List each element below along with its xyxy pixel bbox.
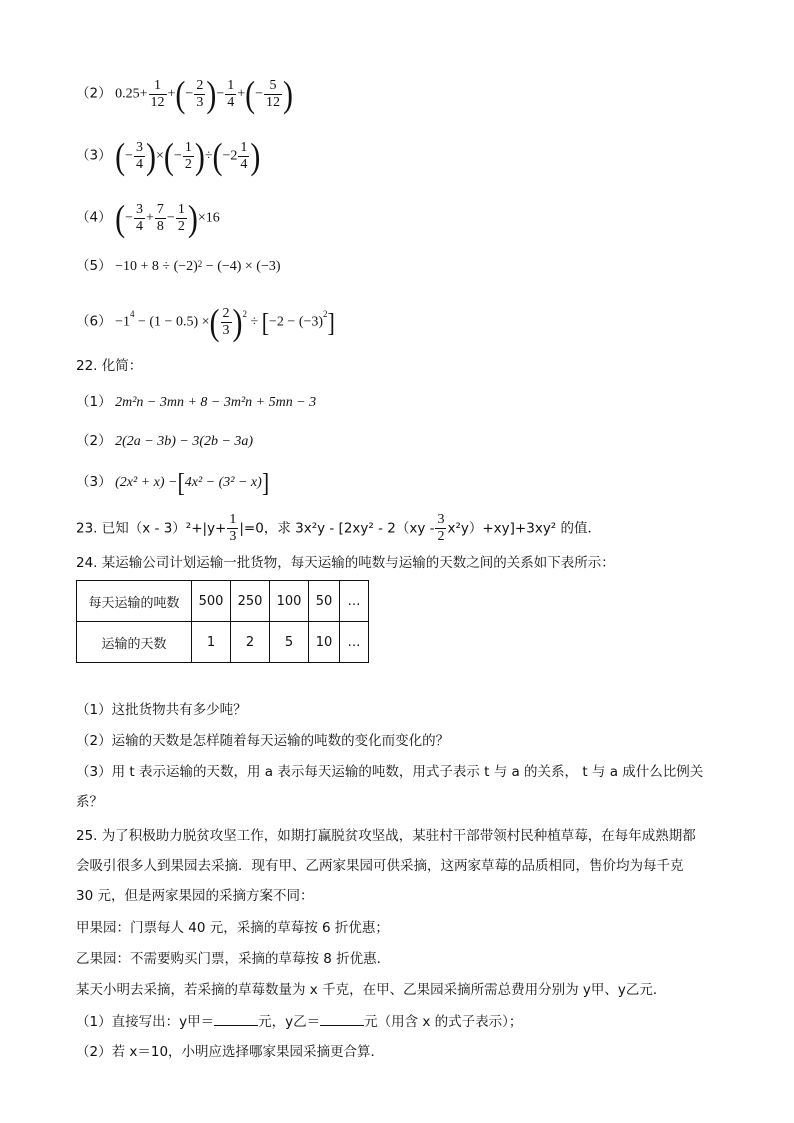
answer-blank[interactable] <box>214 1011 258 1026</box>
q23: 23. 已知（x - 3）²+|y+ $\frac{1}{3}$ |=0，求 3x²y - [2xy² - 2（xy - $\frac{3}{2}$ x²y）+xy]+3xy² 的值． <box>76 512 602 544</box>
table-row: 运输的天数 1 2 5 10 … <box>77 622 369 663</box>
q25-line1: 25. 为了积极助力脱贫攻坚工作，如期打赢脱贫攻坚战，某驻村干部带领村民种植草莓，在每年成熟期都 <box>76 828 696 844</box>
q24-part2: （2）运输的天数是怎样随着每天运输的吨数的变化而变化的？ <box>76 733 450 749</box>
data-table <box>76 580 369 663</box>
fraction: $\frac{1}{4}$ <box>240 140 248 172</box>
q22-part1: （1） 2m²n − 3mn + 8 − 3m²n + 5mn − 3 <box>76 394 317 410</box>
q21-part5: $(5) -10 + 8 \div (-2)^2 - (-4) \times (-3)$ <box>76 258 281 274</box>
q24-part3: （3）用 t 表示运输的天数，用 a 表示每天运输的吨数，用式子表示 t 与 a 的关系， t 与 a 成什么比例关 <box>76 764 704 780</box>
q22-part2: （2） 2(2a − 3b) − 3(2b − 3a) <box>76 433 254 449</box>
fraction: $\frac{2}{3}$ <box>222 306 230 338</box>
q25-line2: 会吸引很多人到果园去采摘．现有甲、乙两家果园可供采摘，这两家草莓的品质相同，售价均为每千克 <box>76 858 684 874</box>
table-row: 每天运输的吨数 500 250 100 50 … <box>77 581 369 622</box>
q25-line4: 甲果园：门票每人 40 元，采摘的草莓按 6 折优惠； <box>76 920 389 936</box>
fraction: $\frac{3}{2}$ <box>437 512 445 544</box>
q21-part4: （4） (− $\frac{3}{4}$ + $\frac{7}{8}$ − $\frac{1}{2}$ )×16 <box>76 197 220 239</box>
fraction: $\frac{3}{4}$ <box>136 202 143 234</box>
q22-part3: （3） (2x² + x) −[4x² − (3² − x)] <box>76 467 270 498</box>
q25-line6: 某天小明去采摘，若采摘的草莓数量为 x 千克，在甲、乙果园采摘所需总费用分别为 y甲、y乙元． <box>76 982 667 998</box>
q21-part3: （3） (− $\frac{3}{4}$ )×(− $\frac{1}{2}$ )÷(−2 $\frac{1}{4}$ ) <box>76 135 261 177</box>
fraction: $\frac{5}{12}$ <box>266 78 281 110</box>
q25-part1: （1）直接写出：y甲＝ 元，y乙＝ 元（用含 x 的式子表示）； <box>76 1011 522 1032</box>
fraction: $\frac{1}{4}$ <box>227 78 235 110</box>
q24-part1: （1）这批货物共有多少吨？ <box>76 702 247 718</box>
fraction: $\frac{7}{8}$ <box>156 202 164 234</box>
q25-part2: （2）若 x＝10，小明应选择哪家果园采摘更合算． <box>76 1044 385 1060</box>
fraction: $\frac{1}{2}$ <box>184 140 192 172</box>
fraction: $\frac{1}{2}$ <box>177 202 185 234</box>
part-number: （5） <box>76 258 112 274</box>
q21-part2: （2） 0.25+ $\frac{1}{12}$ +(− $\frac{2}{3}$ )− $\frac{1}{4}$ +(− $\frac{5}{12}$ ) <box>76 73 294 115</box>
q24-title: 24. 某运输公司计划运输一批货物，每天运输的吨数与运输的天数之间的关系如下表所示： <box>76 555 615 571</box>
fraction: $\frac{2}{3}$ <box>196 78 204 110</box>
fraction: $\frac{1}{3}$ <box>229 512 237 544</box>
part-number: （4） <box>76 209 112 226</box>
part-number: （6） <box>76 313 112 330</box>
part-number: （3） <box>76 147 112 164</box>
q24-part3-cont: 系？ <box>76 794 103 810</box>
q22-title: 22. 化简： <box>76 358 143 374</box>
q25-line5: 乙果园：不需要购买门票，采摘的草莓按 8 折优惠． <box>76 951 391 967</box>
q25-line3: 30 元，但是两家果园的采摘方案不同： <box>76 888 314 904</box>
part-number: （2） <box>76 85 112 102</box>
fraction: $\frac{3}{4}$ <box>136 140 143 172</box>
answer-blank[interactable] <box>320 1011 364 1026</box>
q21-part6: $(6) -1^4 - (1 - 0.5)$ ×( $\frac{2}{3}$ )$^2 \div [-2 - (-3)^2]$ <box>76 301 335 343</box>
fraction: $\frac{1}{12}$ <box>150 78 165 110</box>
